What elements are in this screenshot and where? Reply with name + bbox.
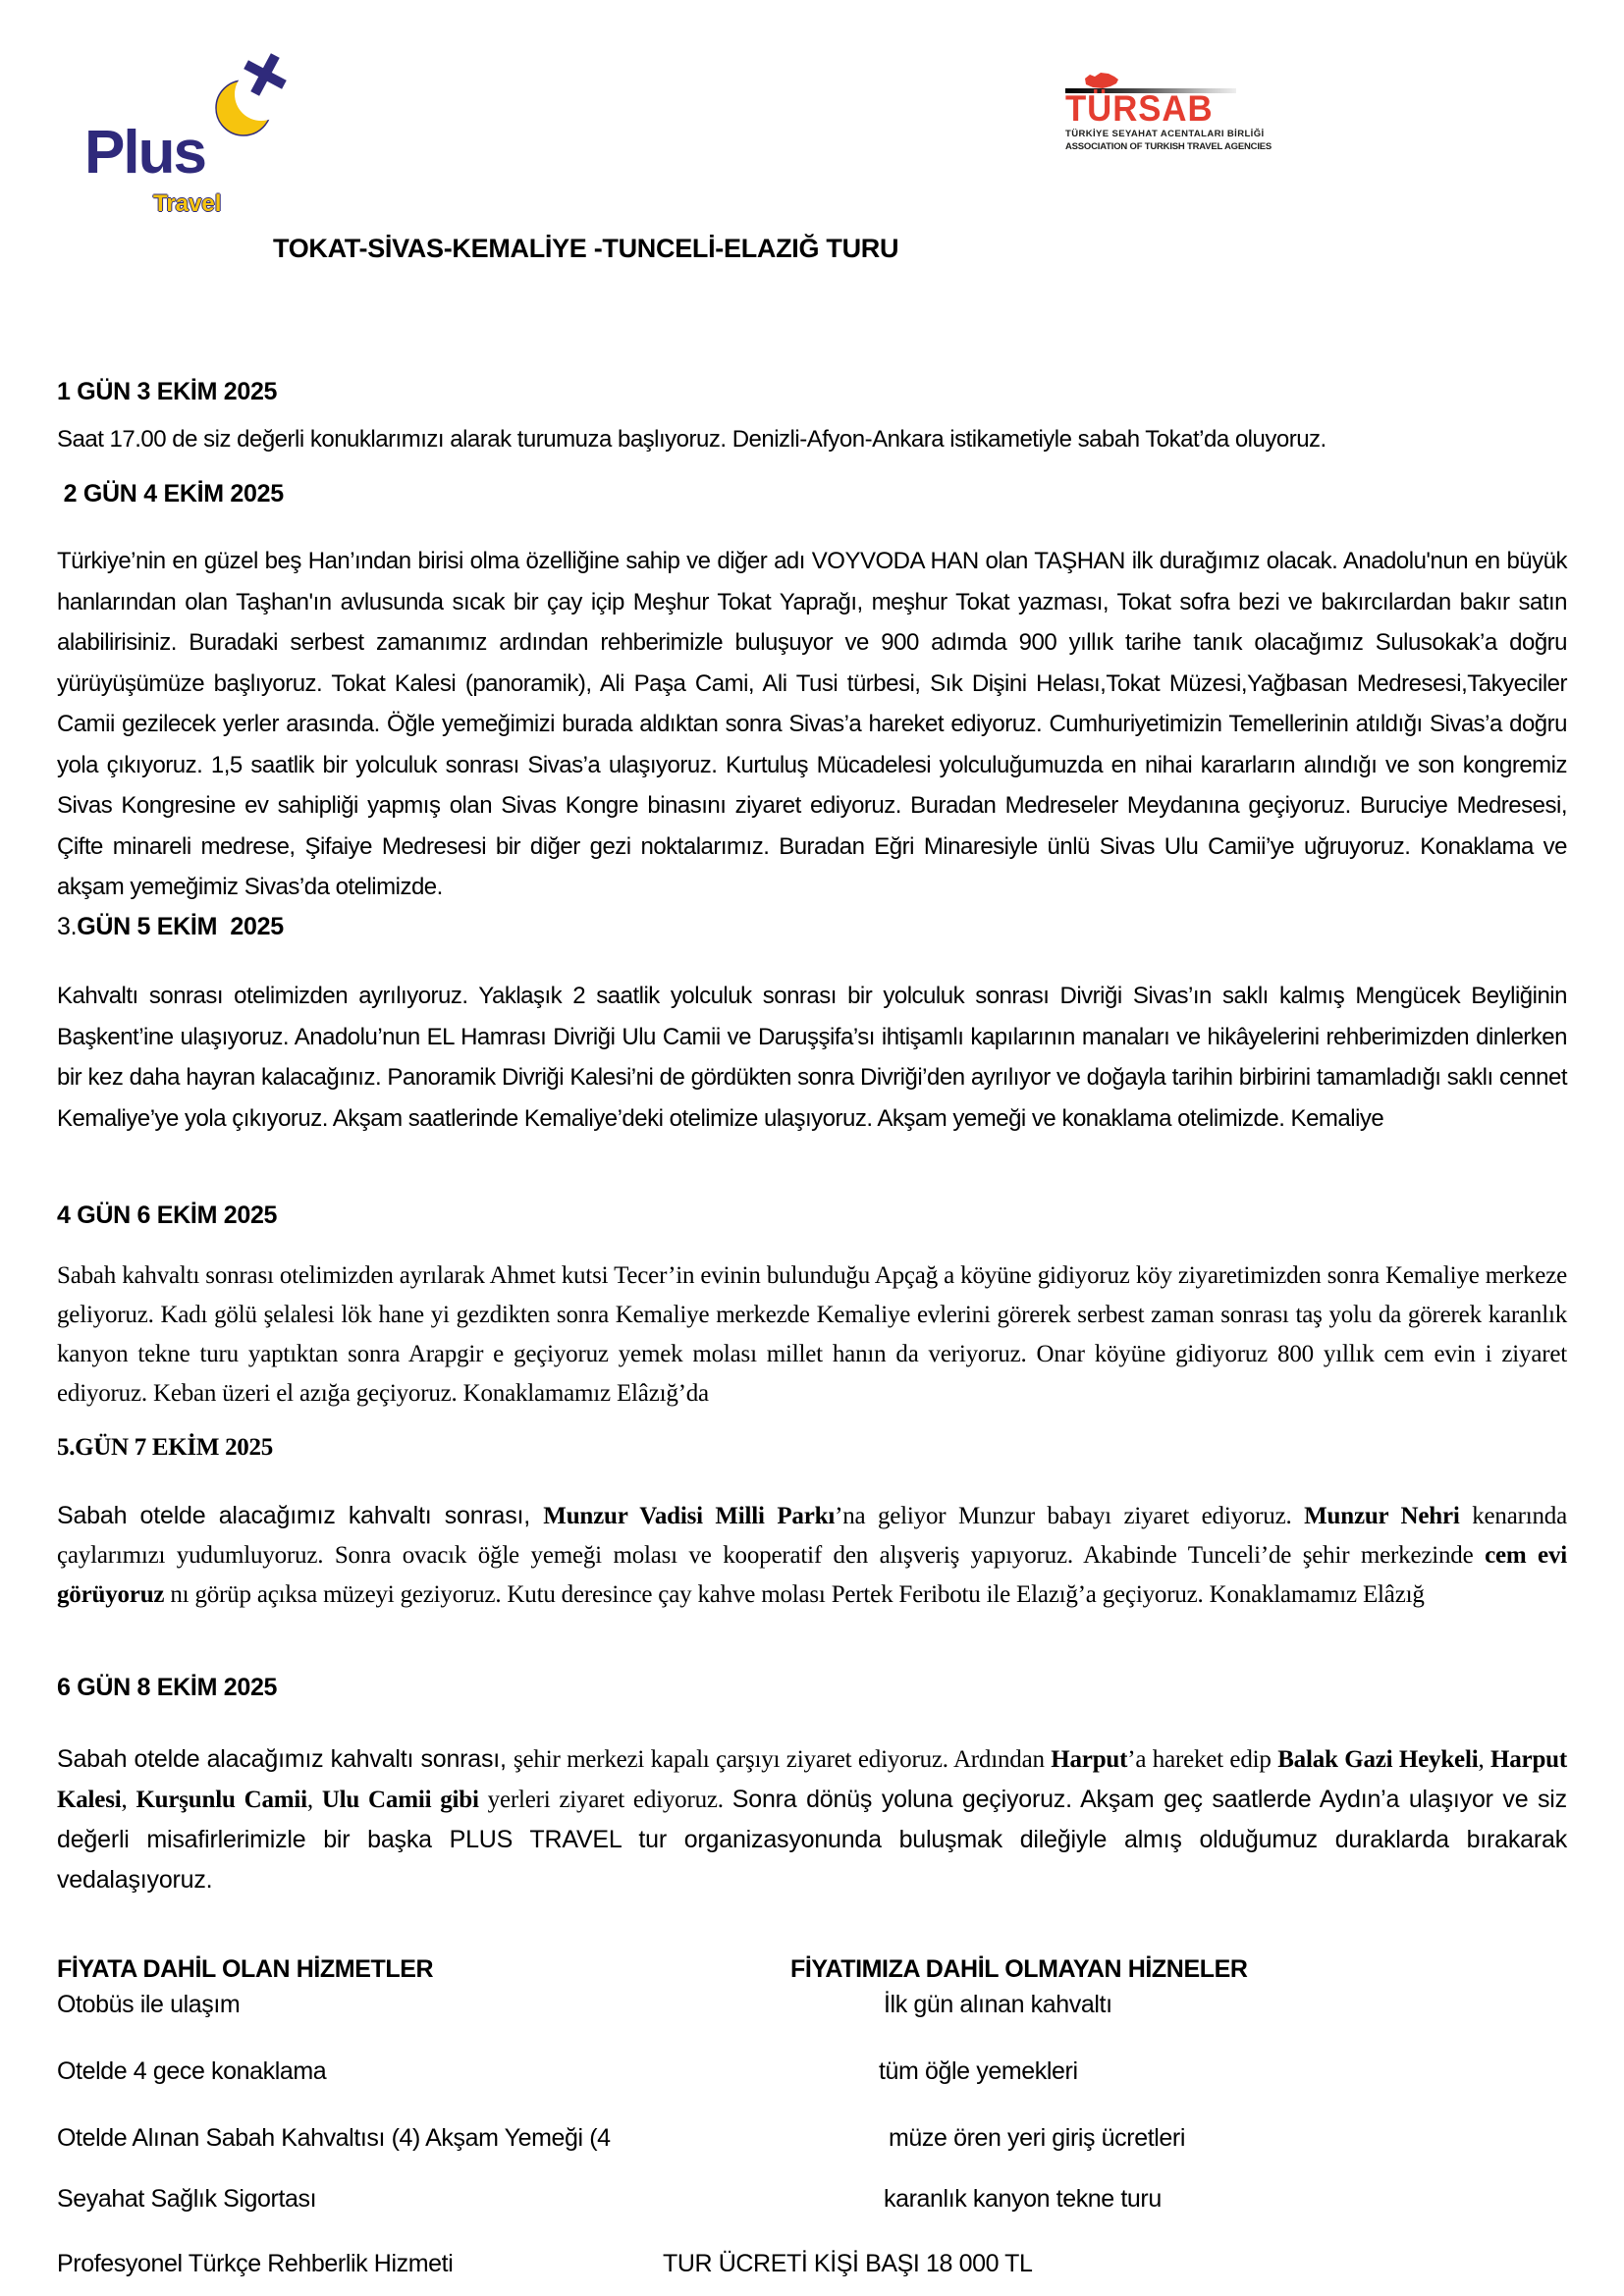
included-item: Otelde Alınan Sabah Kahvaltısı (4) Akşam Yemeği (4 <box>57 2124 611 2152</box>
excluded-services-header: FİYATIMIZA DAHİL OLMAYAN HİZNELER <box>790 1955 1248 1983</box>
included-item: Otobüs ile ulaşım <box>57 1991 241 2018</box>
included-item: Otelde 4 gece konaklama <box>57 2057 327 2085</box>
crescent-star-icon <box>214 49 291 147</box>
included-services-header: FİYATA DAHİL OLAN HİZMETLER <box>57 1955 434 1983</box>
day-5-header: 5.GÜN 7 EKİM 2025 <box>57 1434 273 1461</box>
plus-logo-wordmark: Plus <box>84 119 205 187</box>
tursab-subtitle-tr: TÜRKİYE SEYAHAT ACENTALARI BİRLİĞİ <box>1065 129 1265 139</box>
day-1-header: 1 GÜN 3 EKİM 2025 <box>57 378 278 405</box>
tour-price: TUR ÜCRETİ KİŞİ BAŞI 18 000 TL <box>663 2250 1033 2277</box>
travel-logo-wordmark: Travel <box>153 190 222 217</box>
day-6-paragraph: Sabah otelde alacağımız kahvaltı sonrası, şehir merkezi kapalı çarşıyı ziyaret ediyoruz. Ardından Harput’a hareket edip Balak Gazi Heykeli, Harput Kalesi, Kurşunlu Camii, Ulu Camii gibi yerleri ziyaret ediyoruz. Sonra dönüş yoluna geçiyoruz. Akşam geç saatlerde Aydın’a ulaşıyor ve siz değerli misafirlerimizle bir başka PLUS TRAVEL tur organizasyonunda buluşmak dileğiyle almış olduğumuz duraklarda bırakarak vedalaşıyoruz. <box>57 1745 1567 1894</box>
day-4-header: 4 GÜN 6 EKİM 2025 <box>57 1201 278 1229</box>
day-2-paragraph: Türkiye’nin en güzel beş Han’ından birisi olma özelliğine sahip ve diğer adı VOYVODA HAN olan TAŞHAN ilk durağımız olacak. Anadolu'nun en büyük hanlarından olan Taşhan'ın avlusunda sıcak bir çay içip Meşhur Tokat Yaprağı, meşhur Tokat yazması, Tokat sofra bezi ve bakırcılardan bakır satın alabilirisiniz. Buradaki serbest zamanımız ardından rehberimizle buluşuyor ve 900 adımda 900 yıllık tarihe tanık olacağımız Sulusokak’a doğru yürüyüşümüze başlıyoruz. Tokat Kalesi (panoramik), Ali Paşa Cami, Ali Tusi türbesi, Sık Dişini Helası,Tokat Müzesi,Yağbasan Medresesi,Takyeciler Camii gezilecek yerler arasında. Öğle yemeğimizi burada aldıktan sonra Sivas’a hareket ediyoruz. Cumhuriyetimizin Temellerinin atıldığı Sivas’a doğru yola çıkıyoruz. 1,5 saatlik bir yolculuk sonrası Sivas’a ulaşıyoruz. Kurtuluş Mücadelesi yolculuğumuzda en nihai kararların alındığı ve son kongremiz Sivas Kongresine ev sahipliği yapmış olan Sivas Kongre binasını ziyaret ediyoruz. Buradan Medreseler Meydanına geçiyoruz. Buruciye Medresesi, Çifte minareli medrese, Şifaiye Medresesi bir diğer gezi noktalarımız. Buradan Eğri Minaresiyle ünlü Sivas Ulu Camii’ye uğruyoruz. Konaklama ve akşam yemeğimiz Sivas’da otelimizde. <box>57 548 1567 900</box>
day-3-paragraph: Kahvaltı sonrası otelimizden ayrılıyoruz. Yaklaşık 2 saatlik yolculuk sonrası bir yolculuk sonrası Divriği Sivas’ın saklı kalmış Mengücek Beyliğinin Başkent’ine ulaşıyoruz. Anadolu’nun EL Hamrası Divriği Ulu Camii ve Daruşşifa’sı ihtişamlı kapılarının manaları ve hikâyelerini rehberimizden dinlerken bir kez daha hayran kalacağınız. Panoramik Divriği Kalesi’ni de gördükten sonra Divriği’den ayrılıyor ve doğayla tarihin birbirini tamamladığı saklı cennet Kemaliye’ye yola çıkıyoruz. Akşam saatlerinde Kemaliye’deki otelimize ulaşıyoruz. Akşam yemeği ve konaklama otelimizde. Kemaliye <box>57 983 1567 1132</box>
day-3-header: 3.GÜN 5 EKİM 2025 <box>57 913 284 940</box>
excluded-item: tüm öğle yemekleri <box>879 2057 1078 2085</box>
tursab-wordmark: TÜRSAB <box>1065 88 1214 129</box>
excluded-item: müze ören yeri giriş ücretleri <box>889 2124 1185 2152</box>
page-title: TOKAT-SİVAS-KEMALİYE -TUNCELİ-ELAZIĞ TURU <box>273 234 899 263</box>
day-4-paragraph: Sabah kahvaltı sonrası otelimizden ayrılarak Ahmet kutsi Tecer’in evinin bulunduğu Apçağ a köyüne gidiyoruz köy ziyaretimizden sonra Kemaliye merkeze geliyoruz. Kadı gölü şelalesi lök hane yi gezdikten sonra Kemaliye merkezde Kemaliye evlerini görerek serbest zaman sonrası taş yolu da görerek karanlık kanyon tekne turu yaptıktan sonra Arapgir e geçiyoruz yemek molası millet hanın da veriyoruz. Onar köyüne gidiyoruz 800 yıllık cem evin i ziyaret ediyoruz. Keban üzeri el azığa geçiyoruz. Konaklamamız Elâzığ’da <box>57 1262 1567 1407</box>
plus-travel-logo <box>59 47 295 224</box>
tursab-logo <box>1065 73 1272 161</box>
day-5-paragraph: Sabah otelde alacağımız kahvaltı sonrası, Munzur Vadisi Milli Parkı’na geliyor Munzur babayı ziyaret ediyoruz. Munzur Nehri kenarında çaylarımızı yudumluyoruz. Sonra ovacık öğle yemeği molası ve kooperatif den alışveriş yapıyoruz. Akabinde Tunceli’de şehir merkezinde cem evi görüyoruz nı görüp açıksa müzeyi geziyoruz. Kutu deresince çay kahve molası Pertek Feribotu ile Elazığ’a geçiyoruz. Konaklamamız Elâzığ <box>57 1502 1567 1608</box>
day-6-header: 6 GÜN 8 EKİM 2025 <box>57 1674 278 1701</box>
included-item: Seyahat Sağlık Sigortası <box>57 2185 317 2213</box>
excluded-item: karanlık kanyon tekne turu <box>884 2185 1162 2213</box>
day-1-paragraph: Saat 17.00 de siz değerli konuklarımızı alarak turumuza başlıyoruz. Denizli-Afyon-Ankara istikametiyle sabah Tokat’da oluyoruz. <box>57 426 1326 453</box>
tursab-subtitle-en: ASSOCIATION OF TURKISH TRAVEL AGENCIES <box>1065 141 1272 152</box>
day-2-header: 2 GÜN 4 EKİM 2025 <box>57 480 284 507</box>
included-item: Profesyonel Türkçe Rehberlik Hizmeti <box>57 2250 454 2277</box>
excluded-item: İlk gün alınan kahvaltı <box>884 1991 1112 2018</box>
